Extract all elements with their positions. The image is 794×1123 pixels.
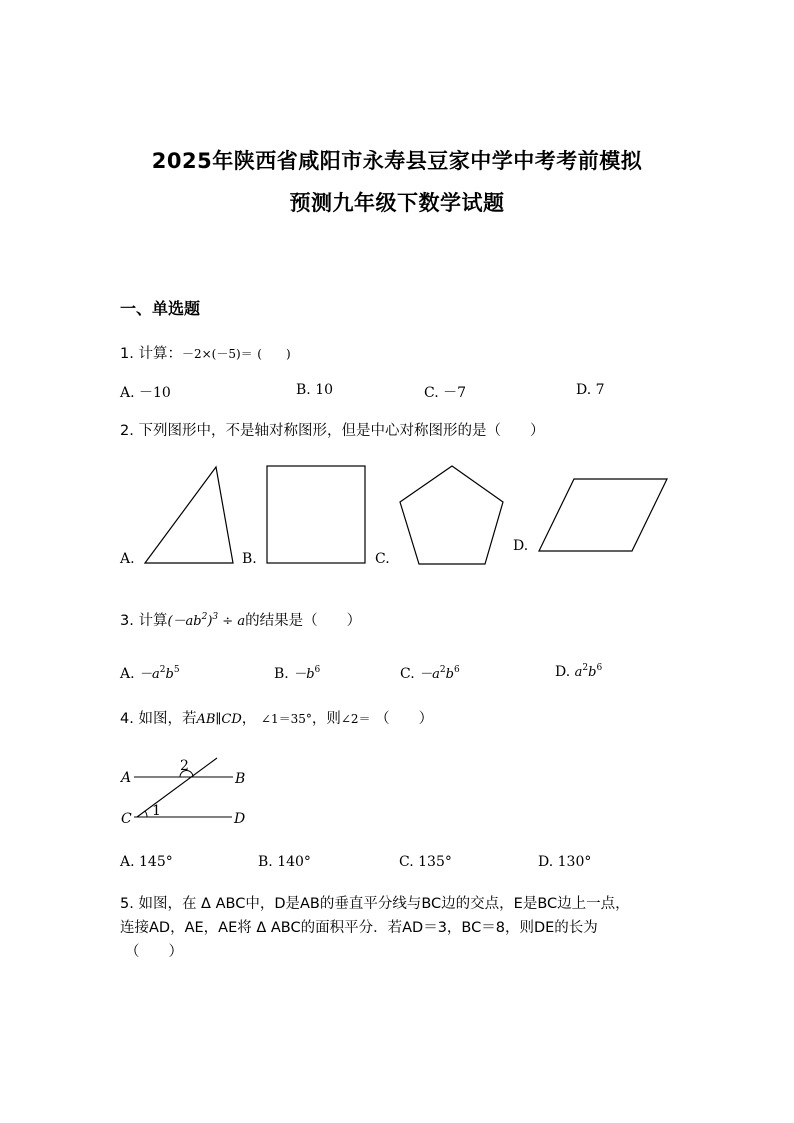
q3-option-b[interactable]: B. $-b^6$ bbox=[274, 665, 321, 682]
q4-number: 4. bbox=[120, 711, 134, 727]
transversal-line bbox=[137, 758, 217, 817]
q1-option-c[interactable]: C. －7 bbox=[424, 385, 467, 401]
q4-option-c[interactable]: C. 135° bbox=[399, 854, 452, 870]
q3-option-d[interactable]: D. $a^2b^6$ bbox=[555, 663, 603, 680]
question-4: 4. 如图，若AB∥CD， ∠1＝35°，则∠2＝ （ ） bbox=[120, 711, 434, 727]
q4-option-a[interactable]: A. 145° bbox=[120, 854, 173, 870]
page-title: 2025年陕西省咸阳市永寿县豆家中学中考考前模拟 bbox=[151, 149, 643, 173]
q2-option-a[interactable]: A. bbox=[120, 551, 135, 567]
q4-angle1: ∠1＝35° bbox=[260, 712, 312, 726]
label-b: B bbox=[235, 771, 246, 787]
label-c: C bbox=[121, 811, 132, 827]
q3-expression: $(-ab^2)^3 \div a$ bbox=[167, 612, 246, 629]
page-subtitle: 预测九年级下数学试题 bbox=[289, 191, 505, 215]
q5-text-line2: 连接AD，AE，AE将 Δ ABC的面积平分．若AD＝3，BC＝8，则DE的长为 bbox=[120, 920, 598, 936]
q1-option-d[interactable]: D. 7 bbox=[576, 382, 605, 398]
q2-option-b[interactable]: B. bbox=[242, 551, 257, 567]
q3-option-c[interactable]: C. $-a^2b^6$ bbox=[400, 665, 460, 682]
q1-option-a[interactable]: A. －10 bbox=[120, 385, 171, 401]
q2-text: 下列图形中，不是轴对称图形，但是中心对称图形的是（ ） bbox=[138, 423, 545, 439]
label-angle1: 1 bbox=[152, 803, 161, 819]
q1-answer-paren: ( ) bbox=[257, 347, 291, 361]
q1-option-b[interactable]: B. 10 bbox=[296, 382, 334, 398]
q4-answer-paren: （ ） bbox=[375, 711, 434, 727]
q2-option-d[interactable]: D. bbox=[513, 538, 529, 554]
section-heading: 一、单选题 bbox=[120, 299, 201, 318]
q5-number: 5. bbox=[120, 896, 134, 912]
label-d: D bbox=[234, 811, 246, 827]
q5-text-line1: 如图，在 Δ ABC中，D是AB的垂直平分线与BC边的交点，E是BC边上一点， bbox=[138, 896, 630, 912]
q2-option-c[interactable]: C. bbox=[375, 551, 390, 567]
q5-answer-paren: （ ） bbox=[125, 944, 183, 960]
q4-condition: AB∥CD bbox=[196, 712, 242, 727]
q4-option-d[interactable]: D. 130° bbox=[538, 854, 592, 870]
q3-suffix: 的结果是（ ） bbox=[245, 613, 362, 629]
q3-prefix: 计算 bbox=[138, 613, 168, 629]
q4-prefix: 如图，若 bbox=[138, 711, 197, 727]
q3-option-a[interactable]: A. $-a^2b^5$ bbox=[120, 665, 180, 682]
q1-expression: －2×(－5)＝ bbox=[181, 347, 253, 361]
question-5-line1 bbox=[120, 892, 630, 913]
q4-angle2: ∠2＝ bbox=[340, 712, 371, 726]
q2-number: 2. bbox=[120, 423, 134, 439]
label-a: A bbox=[121, 770, 132, 786]
q4-option-b[interactable]: B. 140° bbox=[258, 854, 311, 870]
q1-number: 1. bbox=[120, 346, 134, 362]
angle1-arc bbox=[145, 811, 147, 817]
label-angle2: 2 bbox=[180, 758, 189, 774]
q3-number: 3. bbox=[120, 613, 134, 629]
q1-prefix: 计算： bbox=[138, 346, 182, 362]
